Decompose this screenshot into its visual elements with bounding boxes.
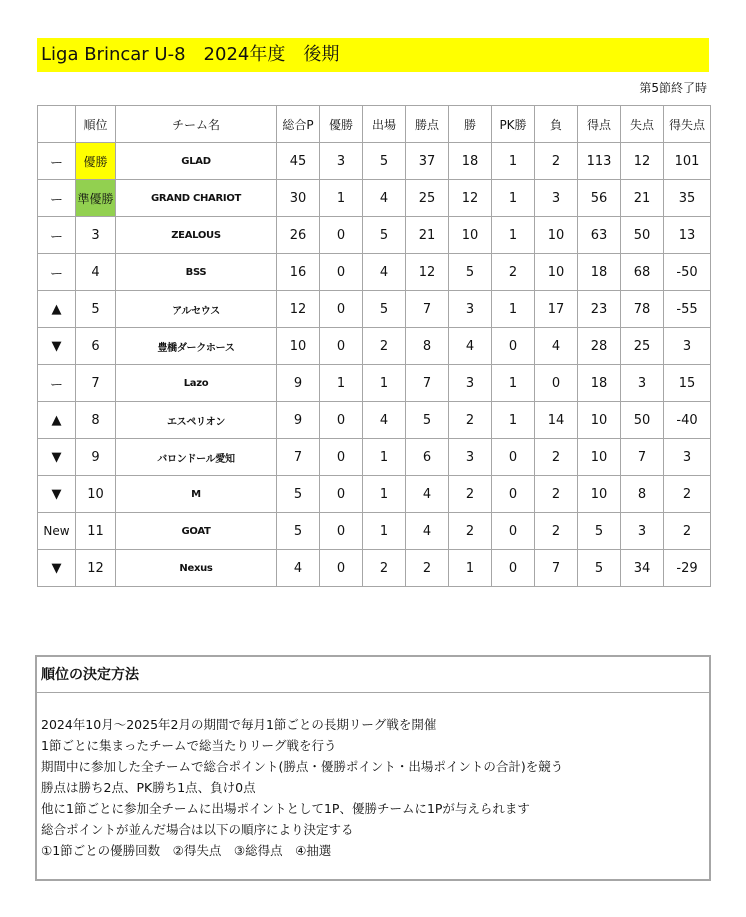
match-points: 21 <box>406 217 449 254</box>
losses: 3 <box>535 180 578 217</box>
goals-against: 12 <box>621 143 664 180</box>
header-goals-for: 得点 <box>578 106 621 143</box>
wins: 18 <box>449 143 492 180</box>
titles: 1 <box>320 365 363 402</box>
trend-cell: ▲ <box>38 402 76 439</box>
trend-cell: ー <box>38 143 76 180</box>
team-name: GOAT <box>116 513 277 550</box>
titles: 0 <box>320 476 363 513</box>
losses: 2 <box>535 143 578 180</box>
goals-for: 63 <box>578 217 621 254</box>
match-points: 4 <box>406 513 449 550</box>
losses: 10 <box>535 217 578 254</box>
pk-wins: 0 <box>492 476 535 513</box>
header-rank: 順位 <box>76 106 116 143</box>
titles: 1 <box>320 180 363 217</box>
goals-against: 78 <box>621 291 664 328</box>
ranking-method-box <box>35 655 711 881</box>
total-points: 7 <box>277 439 320 476</box>
goals-for: 18 <box>578 254 621 291</box>
match-points: 4 <box>406 476 449 513</box>
wins: 3 <box>449 291 492 328</box>
goals-against: 3 <box>621 365 664 402</box>
goal-difference: 3 <box>664 328 711 365</box>
team-name: Lazo <box>116 365 277 402</box>
losses: 4 <box>535 328 578 365</box>
goals-for: 28 <box>578 328 621 365</box>
header-wins: 勝 <box>449 106 492 143</box>
total-points: 4 <box>277 550 320 587</box>
wins: 12 <box>449 180 492 217</box>
team-name: Nexus <box>116 550 277 587</box>
appearances: 1 <box>363 513 406 550</box>
team-name: アルセウス <box>116 291 277 328</box>
team-name: BSS <box>116 254 277 291</box>
titles: 0 <box>320 291 363 328</box>
total-points: 45 <box>277 143 320 180</box>
method-line: 2024年10月～2025年2月の期間で毎月1節ごとの長期リーグ戦を開催 <box>41 717 437 732</box>
losses: 2 <box>535 439 578 476</box>
method-line: ①1節ごとの優勝回数 ②得失点 ③総得点 ④抽選 <box>41 843 332 858</box>
goal-difference: 3 <box>664 439 711 476</box>
header-trend <box>38 106 76 143</box>
match-points: 7 <box>406 291 449 328</box>
trend-cell: ー <box>38 180 76 217</box>
goals-for: 56 <box>578 180 621 217</box>
match-points: 8 <box>406 328 449 365</box>
wins: 3 <box>449 365 492 402</box>
match-points: 2 <box>406 550 449 587</box>
header-goals-against: 失点 <box>621 106 664 143</box>
header-pk-wins: PK勝 <box>492 106 535 143</box>
team-name: 豊橋ダークホース <box>116 328 277 365</box>
trend-cell: ▲ <box>38 291 76 328</box>
pk-wins: 1 <box>492 365 535 402</box>
team-name: ZEALOUS <box>116 217 277 254</box>
losses: 0 <box>535 365 578 402</box>
goals-against: 8 <box>621 476 664 513</box>
ranking-method-heading: 順位の決定方法 <box>37 657 709 693</box>
pk-wins: 0 <box>492 550 535 587</box>
trend-cell: New <box>38 513 76 550</box>
appearances: 5 <box>363 217 406 254</box>
header-titles: 優勝 <box>320 106 363 143</box>
goals-against: 21 <box>621 180 664 217</box>
header-goal-difference: 得失点 <box>664 106 711 143</box>
wins: 2 <box>449 513 492 550</box>
table-row <box>38 476 711 513</box>
rank-cell: 8 <box>76 402 116 439</box>
table-row <box>38 402 711 439</box>
table-row <box>38 550 711 587</box>
page-title: Liga Brincar U-8 2024年度 後期 <box>37 38 709 72</box>
match-points: 37 <box>406 143 449 180</box>
goals-for: 18 <box>578 365 621 402</box>
goals-for: 23 <box>578 291 621 328</box>
total-points: 26 <box>277 217 320 254</box>
goal-difference: -40 <box>664 402 711 439</box>
wins: 4 <box>449 328 492 365</box>
goals-for: 113 <box>578 143 621 180</box>
titles: 0 <box>320 550 363 587</box>
status-label: 第5節終了時 <box>639 81 707 95</box>
trend-cell: ー <box>38 365 76 402</box>
appearances: 2 <box>363 550 406 587</box>
trend-cell: ▼ <box>38 328 76 365</box>
wins: 1 <box>449 550 492 587</box>
method-line: 期間中に参加した全チームで総合ポイント(勝点・優勝ポイント・出場ポイントの合計)を競う <box>41 759 564 774</box>
ranking-method-body <box>37 693 709 861</box>
table-row <box>38 254 711 291</box>
table-row <box>38 217 711 254</box>
match-points: 5 <box>406 402 449 439</box>
table-row <box>38 143 711 180</box>
goal-difference: 2 <box>664 476 711 513</box>
rank-cell: 11 <box>76 513 116 550</box>
appearances: 5 <box>363 143 406 180</box>
titles: 0 <box>320 254 363 291</box>
standings-table <box>37 105 711 587</box>
match-points: 12 <box>406 254 449 291</box>
pk-wins: 0 <box>492 439 535 476</box>
titles: 3 <box>320 143 363 180</box>
header-team: チーム名 <box>116 106 277 143</box>
trend-cell: ー <box>38 254 76 291</box>
rank-cell: 準優勝 <box>76 180 116 217</box>
trend-cell: ▼ <box>38 550 76 587</box>
losses: 2 <box>535 476 578 513</box>
goals-against: 3 <box>621 513 664 550</box>
titles: 0 <box>320 439 363 476</box>
table-row <box>38 513 711 550</box>
titles: 0 <box>320 217 363 254</box>
goals-against: 68 <box>621 254 664 291</box>
table-row <box>38 180 711 217</box>
goal-difference: -50 <box>664 254 711 291</box>
titles: 0 <box>320 328 363 365</box>
appearances: 4 <box>363 180 406 217</box>
total-points: 5 <box>277 476 320 513</box>
header-match-points: 勝点 <box>406 106 449 143</box>
pk-wins: 0 <box>492 513 535 550</box>
goals-against: 50 <box>621 217 664 254</box>
rank-cell: 12 <box>76 550 116 587</box>
team-name: GLAD <box>116 143 277 180</box>
header-losses: 負 <box>535 106 578 143</box>
goals-against: 34 <box>621 550 664 587</box>
wins: 2 <box>449 402 492 439</box>
header-appearances: 出場 <box>363 106 406 143</box>
header-total-points: 総合P <box>277 106 320 143</box>
method-line: 1節ごとに集まったチームで総当たりリーグ戦を行う <box>41 738 337 753</box>
wins: 3 <box>449 439 492 476</box>
pk-wins: 0 <box>492 328 535 365</box>
losses: 17 <box>535 291 578 328</box>
total-points: 16 <box>277 254 320 291</box>
table-row <box>38 328 711 365</box>
wins: 2 <box>449 476 492 513</box>
match-points: 6 <box>406 439 449 476</box>
table-row <box>38 439 711 476</box>
trend-cell: ー <box>38 217 76 254</box>
total-points: 10 <box>277 328 320 365</box>
total-points: 12 <box>277 291 320 328</box>
pk-wins: 1 <box>492 402 535 439</box>
total-points: 5 <box>277 513 320 550</box>
goal-difference: 2 <box>664 513 711 550</box>
trend-cell: ▼ <box>38 439 76 476</box>
rank-cell: 5 <box>76 291 116 328</box>
goals-against: 25 <box>621 328 664 365</box>
team-name: エスペリオン <box>116 402 277 439</box>
goal-difference: 35 <box>664 180 711 217</box>
match-points: 25 <box>406 180 449 217</box>
method-line: 総合ポイントが並んだ場合は以下の順序により決定する <box>41 822 354 837</box>
losses: 7 <box>535 550 578 587</box>
total-points: 9 <box>277 365 320 402</box>
goal-difference: -29 <box>664 550 711 587</box>
goals-for: 5 <box>578 550 621 587</box>
total-points: 9 <box>277 402 320 439</box>
pk-wins: 2 <box>492 254 535 291</box>
pk-wins: 1 <box>492 217 535 254</box>
appearances: 2 <box>363 328 406 365</box>
table-row <box>38 291 711 328</box>
rank-cell: 4 <box>76 254 116 291</box>
rank-cell: 3 <box>76 217 116 254</box>
appearances: 1 <box>363 476 406 513</box>
wins: 10 <box>449 217 492 254</box>
goal-difference: 13 <box>664 217 711 254</box>
match-points: 7 <box>406 365 449 402</box>
rank-cell: 7 <box>76 365 116 402</box>
goal-difference: 15 <box>664 365 711 402</box>
goals-for: 10 <box>578 476 621 513</box>
appearances: 4 <box>363 254 406 291</box>
goals-for: 5 <box>578 513 621 550</box>
goal-difference: 101 <box>664 143 711 180</box>
pk-wins: 1 <box>492 291 535 328</box>
total-points: 30 <box>277 180 320 217</box>
appearances: 4 <box>363 402 406 439</box>
losses: 10 <box>535 254 578 291</box>
goals-for: 10 <box>578 402 621 439</box>
wins: 5 <box>449 254 492 291</box>
goal-difference: -55 <box>664 291 711 328</box>
method-line: 他に1節ごとに参加全チームに出場ポイントとして1P、優勝チームに1Pが与えられます <box>41 801 530 816</box>
goals-against: 50 <box>621 402 664 439</box>
rank-cell: 6 <box>76 328 116 365</box>
goals-for: 10 <box>578 439 621 476</box>
losses: 14 <box>535 402 578 439</box>
team-name: バロンドール愛知 <box>116 439 277 476</box>
appearances: 5 <box>363 291 406 328</box>
team-name: M <box>116 476 277 513</box>
table-header-row <box>38 106 711 143</box>
table-row <box>38 365 711 402</box>
method-line: 勝点は勝ち2点、PK勝ち1点、負け0点 <box>41 780 256 795</box>
pk-wins: 1 <box>492 180 535 217</box>
goals-against: 7 <box>621 439 664 476</box>
appearances: 1 <box>363 365 406 402</box>
losses: 2 <box>535 513 578 550</box>
rank-cell: 優勝 <box>76 143 116 180</box>
titles: 0 <box>320 513 363 550</box>
titles: 0 <box>320 402 363 439</box>
appearances: 1 <box>363 439 406 476</box>
team-name: GRAND CHARIOT <box>116 180 277 217</box>
pk-wins: 1 <box>492 143 535 180</box>
rank-cell: 10 <box>76 476 116 513</box>
trend-cell: ▼ <box>38 476 76 513</box>
rank-cell: 9 <box>76 439 116 476</box>
